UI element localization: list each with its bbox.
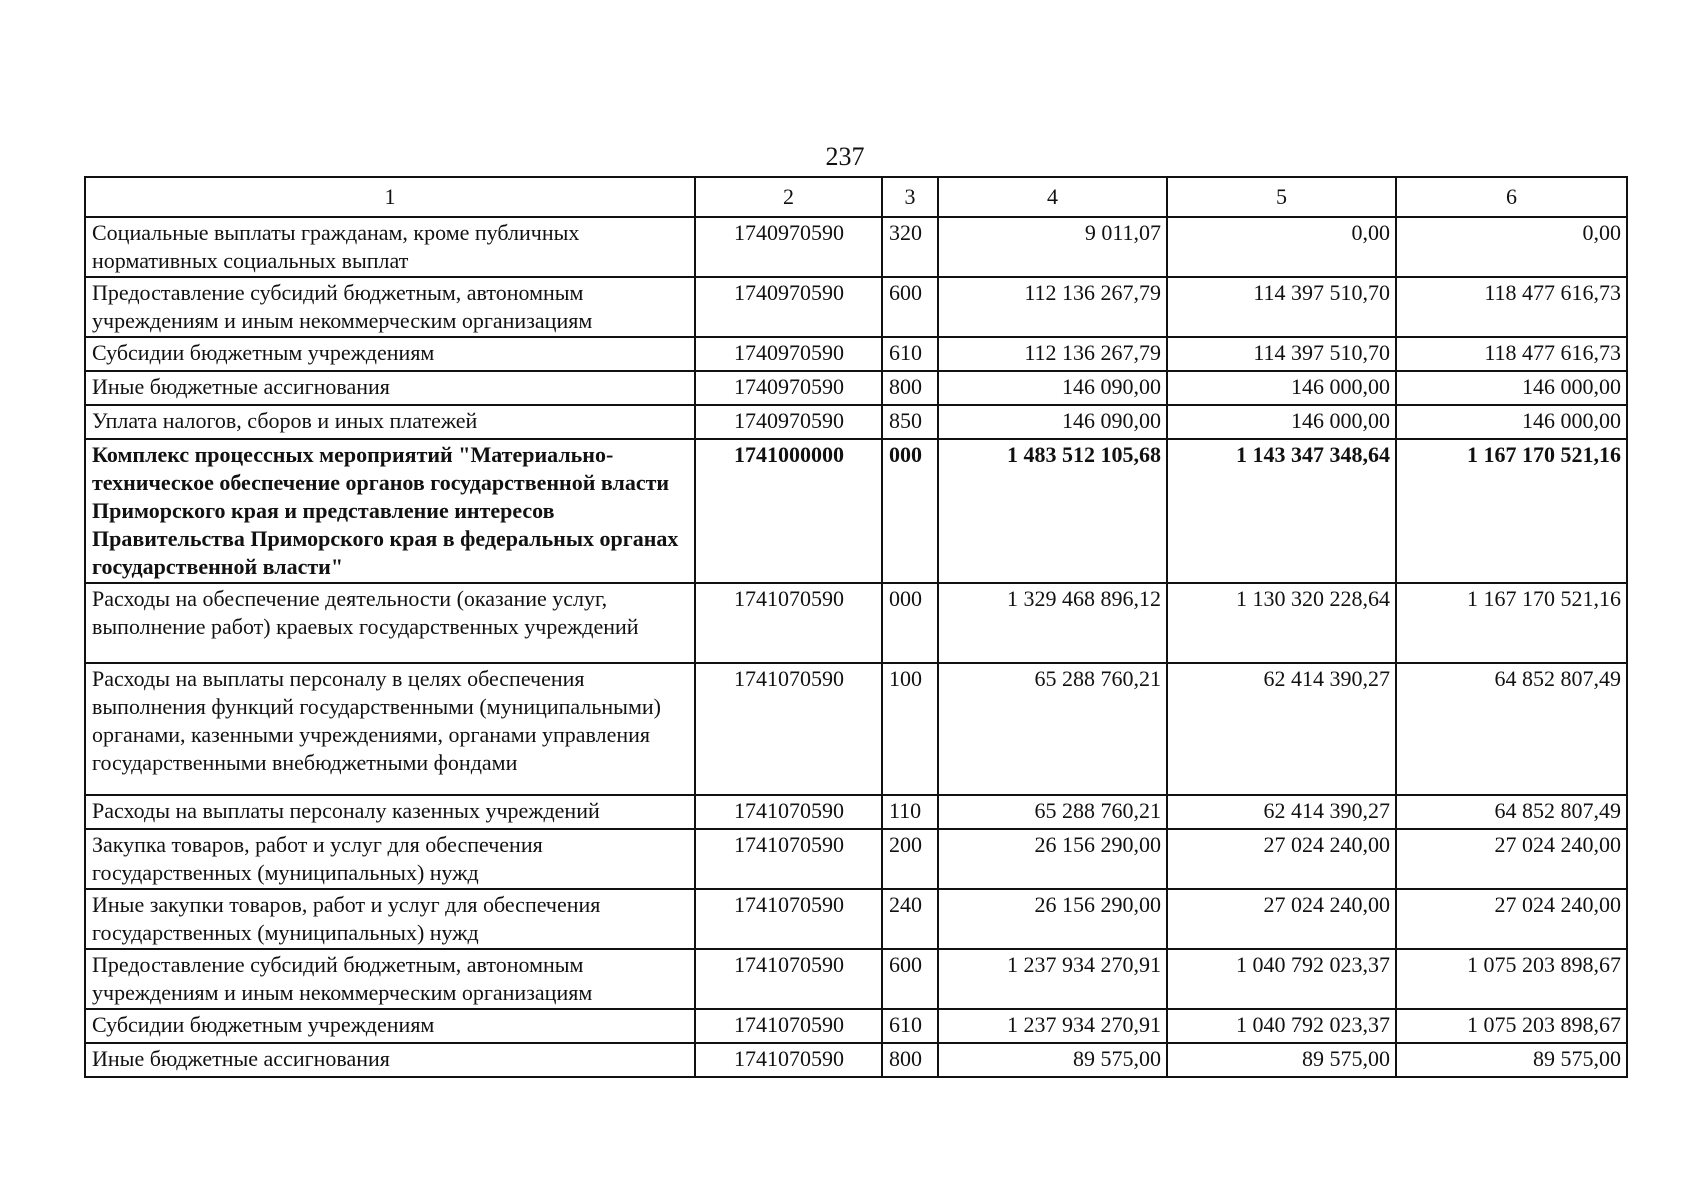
row-type-cell: 600 <box>882 949 938 1009</box>
row-type-cell: 200 <box>882 829 938 889</box>
table-body <box>85 217 1627 1077</box>
row-value-col4: 65 288 760,21 <box>938 795 1167 829</box>
row-value-col6: 1 167 170 521,16 <box>1396 439 1627 583</box>
row-value-col6: 64 852 807,49 <box>1396 795 1627 829</box>
row-value-col5: 1 040 792 023,37 <box>1167 1009 1396 1043</box>
row-type-cell: 610 <box>882 337 938 371</box>
row-code-cell: 1741070590 <box>695 795 882 829</box>
table-row <box>85 337 1627 371</box>
row-name-cell: Социальные выплаты гражданам, кроме публичных нормативных социальных выплат <box>85 217 695 277</box>
header-cell-3: 3 <box>882 177 938 217</box>
row-value-col4: 26 156 290,00 <box>938 829 1167 889</box>
row-type-cell: 610 <box>882 1009 938 1043</box>
row-type-cell: 000 <box>882 439 938 583</box>
table-row <box>85 439 1627 583</box>
row-value-col4: 9 011,07 <box>938 217 1167 277</box>
row-type-cell: 800 <box>882 1043 938 1077</box>
row-value-col5: 27 024 240,00 <box>1167 889 1396 949</box>
row-value-col5: 114 397 510,70 <box>1167 277 1396 337</box>
row-value-col4: 26 156 290,00 <box>938 889 1167 949</box>
row-value-col6: 118 477 616,73 <box>1396 337 1627 371</box>
header-cell-1: 1 <box>85 177 695 217</box>
row-code-cell: 1741070590 <box>695 889 882 949</box>
row-value-col5: 27 024 240,00 <box>1167 829 1396 889</box>
row-value-col4: 1 237 934 270,91 <box>938 1009 1167 1043</box>
row-code-cell: 1741070590 <box>695 1009 882 1043</box>
row-value-col4: 112 136 267,79 <box>938 337 1167 371</box>
row-code-cell: 1741070590 <box>695 949 882 1009</box>
header-cell-5: 5 <box>1167 177 1396 217</box>
row-value-col5: 0,00 <box>1167 217 1396 277</box>
row-code-cell: 1740970590 <box>695 371 882 405</box>
row-type-cell: 800 <box>882 371 938 405</box>
row-value-col4: 1 483 512 105,68 <box>938 439 1167 583</box>
row-name-cell: Расходы на выплаты персоналу в целях обеспечения выполнения функций государственными (муниципальными) органами, казенными учреждениями, органами управления государственными внебюджетными фондами <box>85 663 695 795</box>
row-value-col5: 62 414 390,27 <box>1167 663 1396 795</box>
row-name-cell: Закупка товаров, работ и услуг для обеспечения государственных (муниципальных) нужд <box>85 829 695 889</box>
header-cell-6: 6 <box>1396 177 1627 217</box>
row-value-col6: 118 477 616,73 <box>1396 277 1627 337</box>
row-value-col6: 1 075 203 898,67 <box>1396 949 1627 1009</box>
row-value-col6: 27 024 240,00 <box>1396 889 1627 949</box>
row-value-col6: 89 575,00 <box>1396 1043 1627 1077</box>
table-row <box>85 405 1627 439</box>
row-code-cell: 1740970590 <box>695 277 882 337</box>
row-value-col6: 27 024 240,00 <box>1396 829 1627 889</box>
row-value-col6: 146 000,00 <box>1396 405 1627 439</box>
row-name-cell: Расходы на обеспечение деятельности (оказание услуг, выполнение работ) краевых государственных учреждений <box>85 583 695 663</box>
row-type-cell: 240 <box>882 889 938 949</box>
table-row <box>85 583 1627 663</box>
row-value-col6: 0,00 <box>1396 217 1627 277</box>
row-name-cell: Иные закупки товаров, работ и услуг для обеспечения государственных (муниципальных) нужд <box>85 889 695 949</box>
table-row <box>85 217 1627 277</box>
row-code-cell: 1741070590 <box>695 829 882 889</box>
row-value-col6: 1 075 203 898,67 <box>1396 1009 1627 1043</box>
table-header <box>85 177 1627 217</box>
header-cell-4: 4 <box>938 177 1167 217</box>
row-value-col5: 146 000,00 <box>1167 371 1396 405</box>
header-row <box>85 177 1627 217</box>
row-type-cell: 000 <box>882 583 938 663</box>
row-value-col4: 1 329 468 896,12 <box>938 583 1167 663</box>
row-name-cell: Субсидии бюджетным учреждениям <box>85 1009 695 1043</box>
row-value-col4: 65 288 760,21 <box>938 663 1167 795</box>
table-row <box>85 795 1627 829</box>
row-value-col5: 62 414 390,27 <box>1167 795 1396 829</box>
row-value-col5: 1 143 347 348,64 <box>1167 439 1396 583</box>
row-name-cell: Предоставление субсидий бюджетным, автономным учреждениям и иным некоммерческим организациям <box>85 949 695 1009</box>
row-value-col4: 146 090,00 <box>938 371 1167 405</box>
row-value-col4: 146 090,00 <box>938 405 1167 439</box>
row-value-col4: 89 575,00 <box>938 1043 1167 1077</box>
row-code-cell: 1740970590 <box>695 217 882 277</box>
row-value-col5: 1 130 320 228,64 <box>1167 583 1396 663</box>
row-name-cell: Предоставление субсидий бюджетным, автономным учреждениям и иным некоммерческим организациям <box>85 277 695 337</box>
table-row <box>85 371 1627 405</box>
table-row <box>85 663 1627 795</box>
budget-table <box>84 176 1628 1078</box>
row-value-col5: 146 000,00 <box>1167 405 1396 439</box>
row-code-cell: 1741070590 <box>695 583 882 663</box>
row-code-cell: 1741000000 <box>695 439 882 583</box>
row-code-cell: 1741070590 <box>695 663 882 795</box>
row-name-cell: Комплекс процессных мероприятий "Материально-техническое обеспечение органов государственной власти Приморского края и представление интересов Правительства Приморского края в федеральных органах государственной власти" <box>85 439 695 583</box>
table-row <box>85 889 1627 949</box>
row-name-cell: Уплата налогов, сборов и иных платежей <box>85 405 695 439</box>
header-cell-2: 2 <box>695 177 882 217</box>
row-value-col6: 1 167 170 521,16 <box>1396 583 1627 663</box>
row-type-cell: 110 <box>882 795 938 829</box>
page-number: 237 <box>825 142 865 171</box>
table-row <box>85 949 1627 1009</box>
row-value-col6: 146 000,00 <box>1396 371 1627 405</box>
table-row <box>85 829 1627 889</box>
table-row <box>85 277 1627 337</box>
row-value-col5: 89 575,00 <box>1167 1043 1396 1077</box>
table-row <box>85 1043 1627 1077</box>
row-name-cell: Иные бюджетные ассигнования <box>85 371 695 405</box>
row-type-cell: 600 <box>882 277 938 337</box>
row-value-col6: 64 852 807,49 <box>1396 663 1627 795</box>
row-code-cell: 1741070590 <box>695 1043 882 1077</box>
row-code-cell: 1740970590 <box>695 405 882 439</box>
row-type-cell: 100 <box>882 663 938 795</box>
row-name-cell: Субсидии бюджетным учреждениям <box>85 337 695 371</box>
row-code-cell: 1740970590 <box>695 337 882 371</box>
row-value-col5: 1 040 792 023,37 <box>1167 949 1396 1009</box>
row-name-cell: Иные бюджетные ассигнования <box>85 1043 695 1077</box>
row-value-col5: 114 397 510,70 <box>1167 337 1396 371</box>
row-value-col4: 112 136 267,79 <box>938 277 1167 337</box>
row-type-cell: 850 <box>882 405 938 439</box>
row-name-cell: Расходы на выплаты персоналу казенных учреждений <box>85 795 695 829</box>
row-type-cell: 320 <box>882 217 938 277</box>
table-row <box>85 1009 1627 1043</box>
row-value-col4: 1 237 934 270,91 <box>938 949 1167 1009</box>
